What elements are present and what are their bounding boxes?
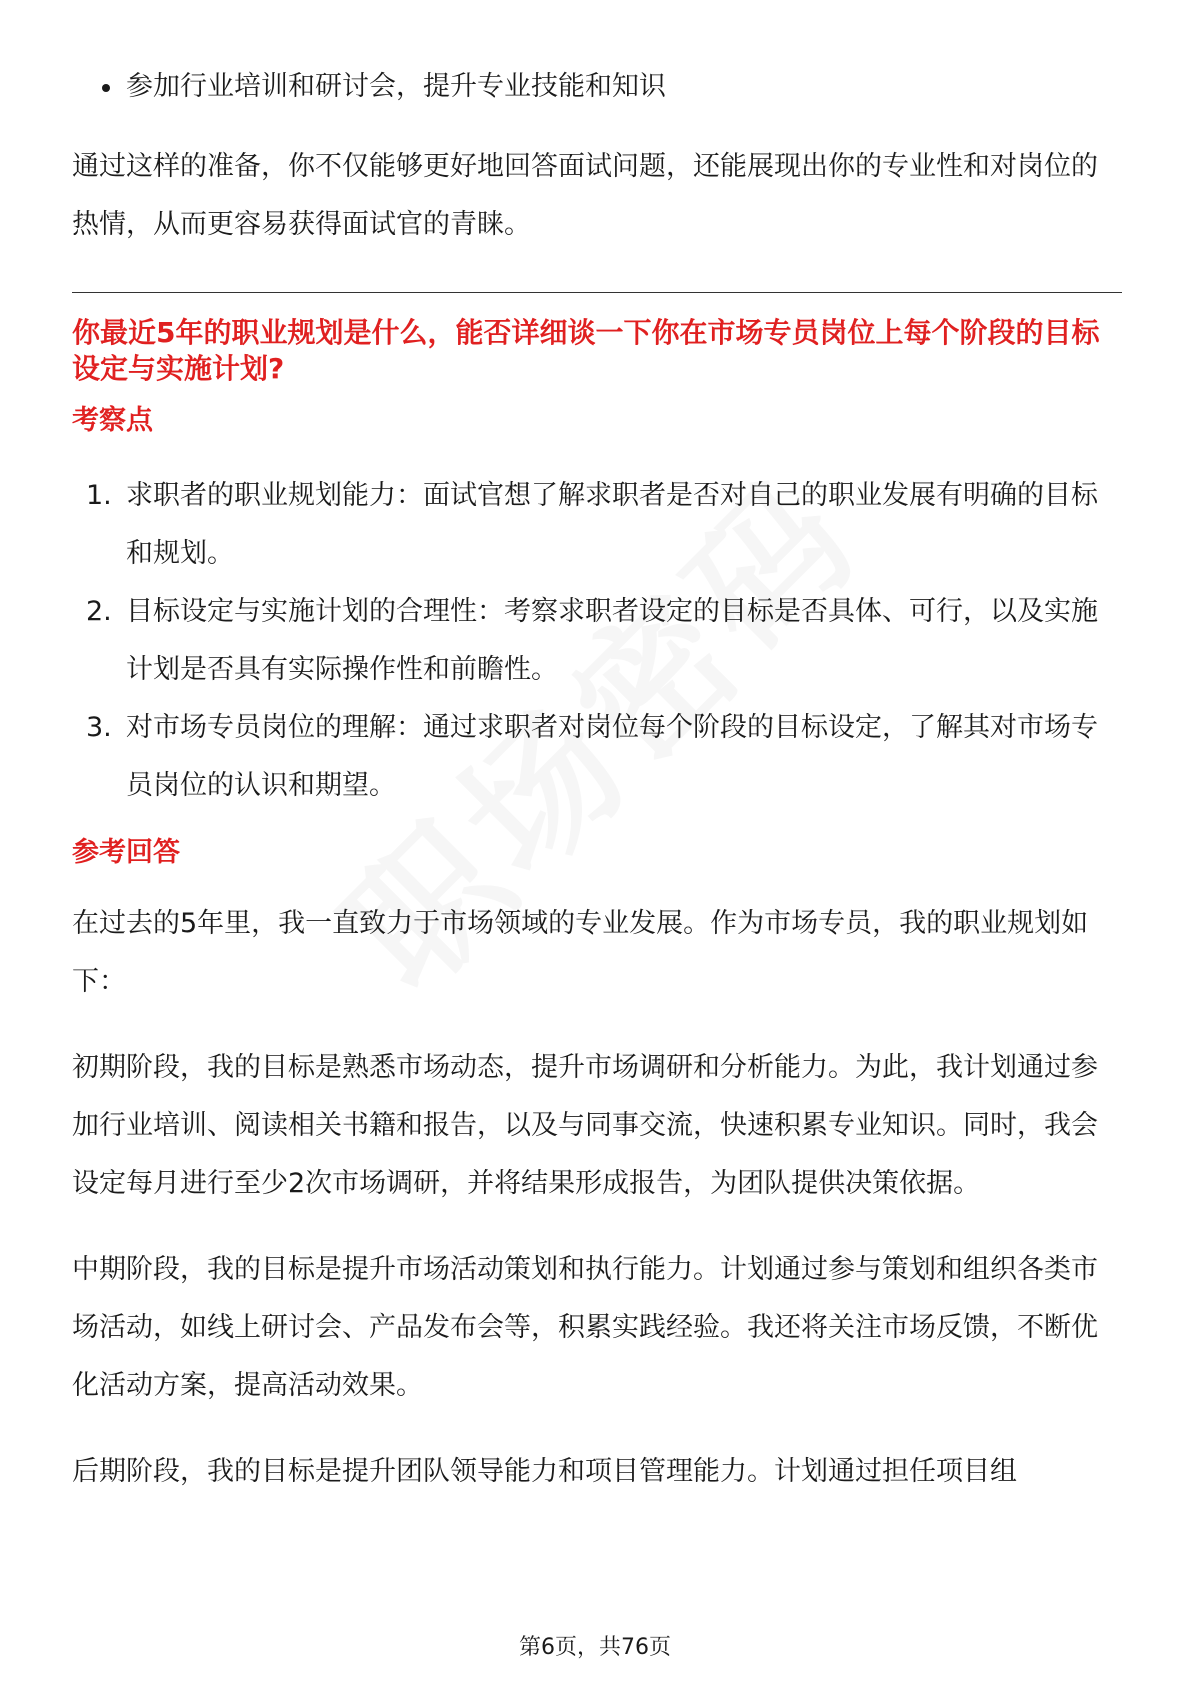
summary-paragraph: 通过这样的准备，你不仅能够更好地回答面试问题，还能展现出你的专业性和对岗位的热情，从而更容易获得面试官的青睐。 xyxy=(72,151,1098,240)
answer-title: 参考回答 xyxy=(72,837,180,868)
content xyxy=(72,58,1122,1501)
answer-paragraph: 后期阶段，我的目标是提升团队领导能力和项目管理能力。计划通过担任项目组 xyxy=(72,1456,1017,1487)
focus-item-text: 目标设定与实施计划的合理性：考察求职者设定的目标是否具体、可行，以及实施计划是否具有实际操作性和前瞻性。 xyxy=(126,596,1098,685)
focus-item-text: 对市场专员岗位的理解：通过求职者对岗位每个阶段的目标设定，了解其对市场专员岗位的认识和期望。 xyxy=(126,712,1098,801)
answer-paragraph: 中期阶段，我的目标是提升市场活动策划和执行能力。计划通过参与策划和组织各类市场活动，如线上研讨会、产品发布会等，积累实践经验。我还将关注市场反馈，不断优化活动方案，提高活动效果。 xyxy=(72,1254,1098,1401)
answer-paragraph: 在过去的5年里，我一直致力于市场领域的专业发展。作为市场专员，我的职业规划如下： xyxy=(72,908,1089,997)
focus-item xyxy=(72,699,1122,815)
divider xyxy=(72,292,1122,293)
question-heading: 你最近5年的职业规划是什么，能否详细谈一下你在市场专员岗位上每个阶段的目标设定与实施计划? xyxy=(72,316,1100,385)
focus-item-number: 1. xyxy=(86,480,112,511)
top-bullet-list xyxy=(72,58,1122,116)
focus-item-text: 求职者的职业规划能力：面试官想了解求职者是否对自己的职业发展有明确的目标和规划。 xyxy=(126,480,1098,569)
page-footer: 第6页，共76页 xyxy=(519,1635,671,1660)
focus-item-number: 3. xyxy=(86,712,112,743)
focus-item xyxy=(72,467,1122,583)
focus-title: 考察点 xyxy=(72,405,153,436)
bullet-item: 参加行业培训和研讨会，提升专业技能和知识 xyxy=(72,58,1122,116)
focus-item-number: 2. xyxy=(86,596,112,627)
focus-item xyxy=(72,583,1122,699)
focus-list xyxy=(72,467,1122,815)
answer-paragraph: 初期阶段，我的目标是熟悉市场动态，提升市场调研和分析能力。为此，我计划通过参加行业培训、阅读相关书籍和报告，以及与同事交流，快速积累专业知识。同时，我会设定每月进行至少2次市场调研，并将结果形成报告，为团队提供决策依据。 xyxy=(72,1052,1098,1199)
